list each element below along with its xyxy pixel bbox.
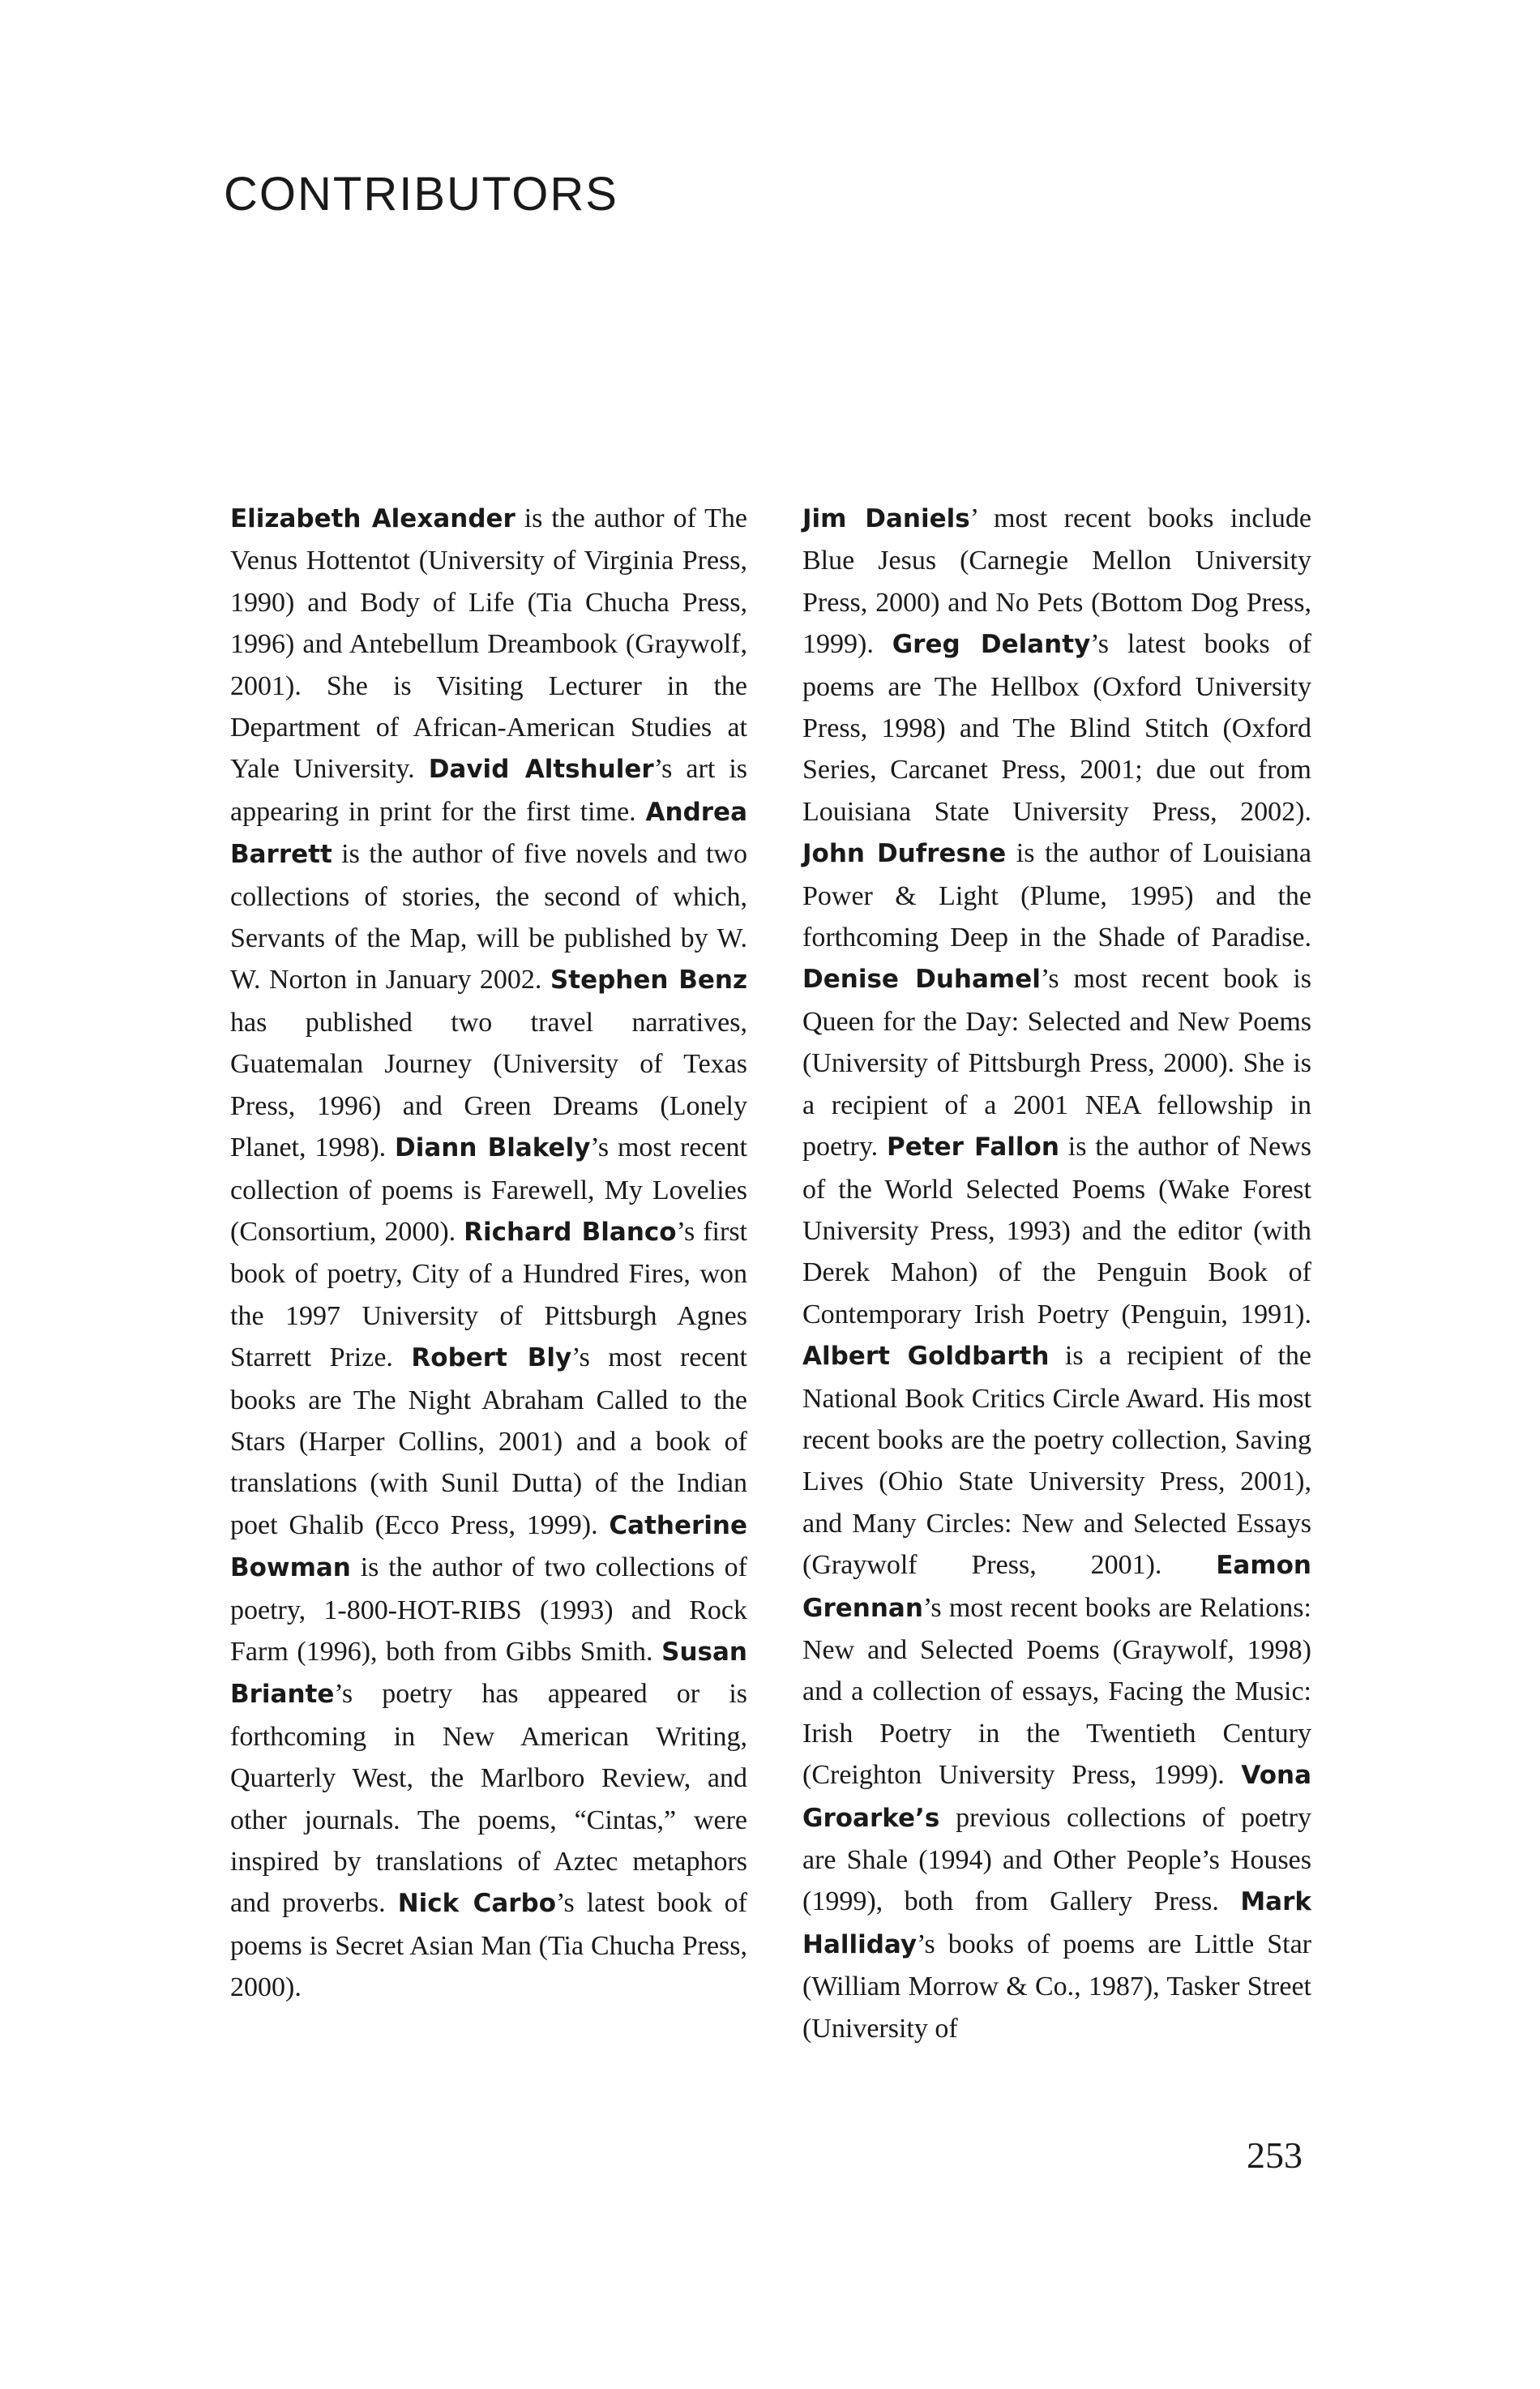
contributor-name: Eamon Grennan [802, 1551, 1311, 1623]
contributor-name: Andrea Barrett [230, 797, 747, 870]
page-number: 253 [1247, 2134, 1303, 2176]
contributor-name: Albert Goldbarth [802, 1342, 1050, 1372]
contributor-name: Denise Duhamel [802, 965, 1041, 995]
contributor-bio: is the author of The Venus Hottentot (University of Virginia Press, 1990) and Body of Life (Tia Chucha Press, 1996) and Antebellum Dreambook (Graywolf, 2001). She is Visiting Lecturer in the Department of African-American Studies at Yale University. [230, 503, 747, 785]
contributor-name: Richard Blanco [464, 1217, 677, 1247]
contributor-name: Nick Carbo [397, 1889, 557, 1919]
contributor-bio: previous collections of poetry are Shale (1994) and Other People’s Houses (1999), both from Gallery Press. [802, 1802, 1311, 1917]
contributor-entry [802, 838, 1311, 953]
contributor-bio: ’s first book of poetry, City of a Hundred Fires, won the 1997 University of Pittsburgh Agnes Starrett Prize. [230, 1216, 747, 1373]
contributor-name: Vona Groarke’s [802, 1761, 1311, 1833]
contributor-bio: ’s most recent books are The Night Abraham Called to the Stars (Harper Collins, 2001) and a book of translations (with Sunil Dutta) of the Indian poet Ghalib (Ecco Press, 1999). [230, 1342, 748, 1540]
contributor-bio: is the author of two collections of poetry, 1-800-HOT-RIBS (1993) and Rock Farm (1996), both from Gibbs Smith. [230, 1552, 747, 1667]
contributor-name: David Altshuler [428, 755, 654, 785]
contributors-column-right [802, 498, 1311, 2049]
contributors-column-left [230, 498, 747, 2009]
contributor-name: Susan Briante [230, 1637, 747, 1710]
contributor-name: Diann Blakely [395, 1133, 591, 1163]
contributor-name: Greg Delanty [892, 630, 1091, 660]
page-title: CONTRIBUTORS [224, 168, 618, 220]
contributor-bio: has published two travel narratives, Guatemalan Journey (University of Texas Press, 1996) and Green Dreams (Lonely Planet, 1998). [230, 1007, 747, 1163]
contributor-bio: ’s most recent book is Queen for the Day: Selected and New Poems (University of Pittsburgh Press, 2000). She is a recipient of a 2001 NEA fellowship in poetry. [802, 964, 1311, 1162]
contributor-entry [802, 1550, 1311, 1790]
contributor-name: Elizabeth Alexander [230, 504, 515, 533]
contributor-name: Jim Daniels [802, 504, 970, 533]
contributor-entry [230, 503, 747, 784]
contributor-name: John Dufresne [802, 839, 1007, 869]
contributor-bio: ’s most recent books are Relations: New and Selected Poems (Graywolf, 1998) and a collection of essays, Facing the Music: Irish Poetry in the Twentieth Century (Creighton University Press, 1999). [802, 1592, 1311, 1791]
contributor-name: Catherine Bowman [230, 1510, 747, 1583]
contributor-bio: ’ most recent books include Blue Jesus (Carnegie Mellon University Press, 2000) and No Pets (Bottom Dog Press, 1999). [802, 503, 1311, 660]
contributor-name: Mark Halliday [802, 1887, 1311, 1959]
contributor-name: Peter Fallon [887, 1132, 1059, 1162]
contributor-entry [230, 1637, 747, 1918]
contributor-bio: is the author of five novels and two collections of stories, the second of which, Servants of the Map, will be published by W. W. Norton in January 2002. [230, 839, 747, 995]
contributor-bio: ’s latest book of poems is Secret Asian Man (Tia Chucha Press, 2000). [230, 1888, 747, 2003]
contributor-bio: is the author of News of the World Selected Poems (Wake Forest University Press, 1993) and the editor (with Derek Mahon) of the Penguin Book of Contemporary Irish Poetry (Penguin, 1991). [802, 1132, 1311, 1329]
contributor-name: Stephen Benz [550, 965, 747, 995]
contributor-bio: ’s art is appearing in print for the first time. [230, 754, 747, 827]
contributor-bio: ’s books of poems are Little Star (William Morrow & Co., 1987), Tasker Street (University of [802, 1929, 1311, 2044]
contributor-bio: ’s most recent collection of poems is Farewell, My Lovelies (Consortium, 2000). [230, 1132, 747, 1247]
contributor-name: Robert Bly [411, 1343, 572, 1373]
contributor-bio: ’s poetry has appeared or is forthcoming in New American Writing, Quarterly West, the Marlboro Review, and other journals. The poems, “Cintas,” were inspired by translations of Aztec metaphors and proverbs. [230, 1679, 747, 1919]
contributor-bio: is a recipient of the National Book Critics Circle Award. His most recent books are the poetry collection, Saving Lives (Ohio State University Press, 2001), and Many Circles: New and Selected Essays (Graywolf Press, 2001). [802, 1341, 1312, 1581]
contributor-entry [802, 1341, 1311, 1580]
contributor-bio: ’s latest books of poems are The Hellbox (Oxford University Press, 1998) and The Blind Stitch (Oxford Series, Carcanet Press, 2001; due out from Louisiana State University Press, 2002). [802, 629, 1312, 827]
contributor-bio: is the author of Louisiana Power & Light (Plume, 1995) and the forthcoming Deep in the Shade of Paradise. [802, 838, 1311, 953]
